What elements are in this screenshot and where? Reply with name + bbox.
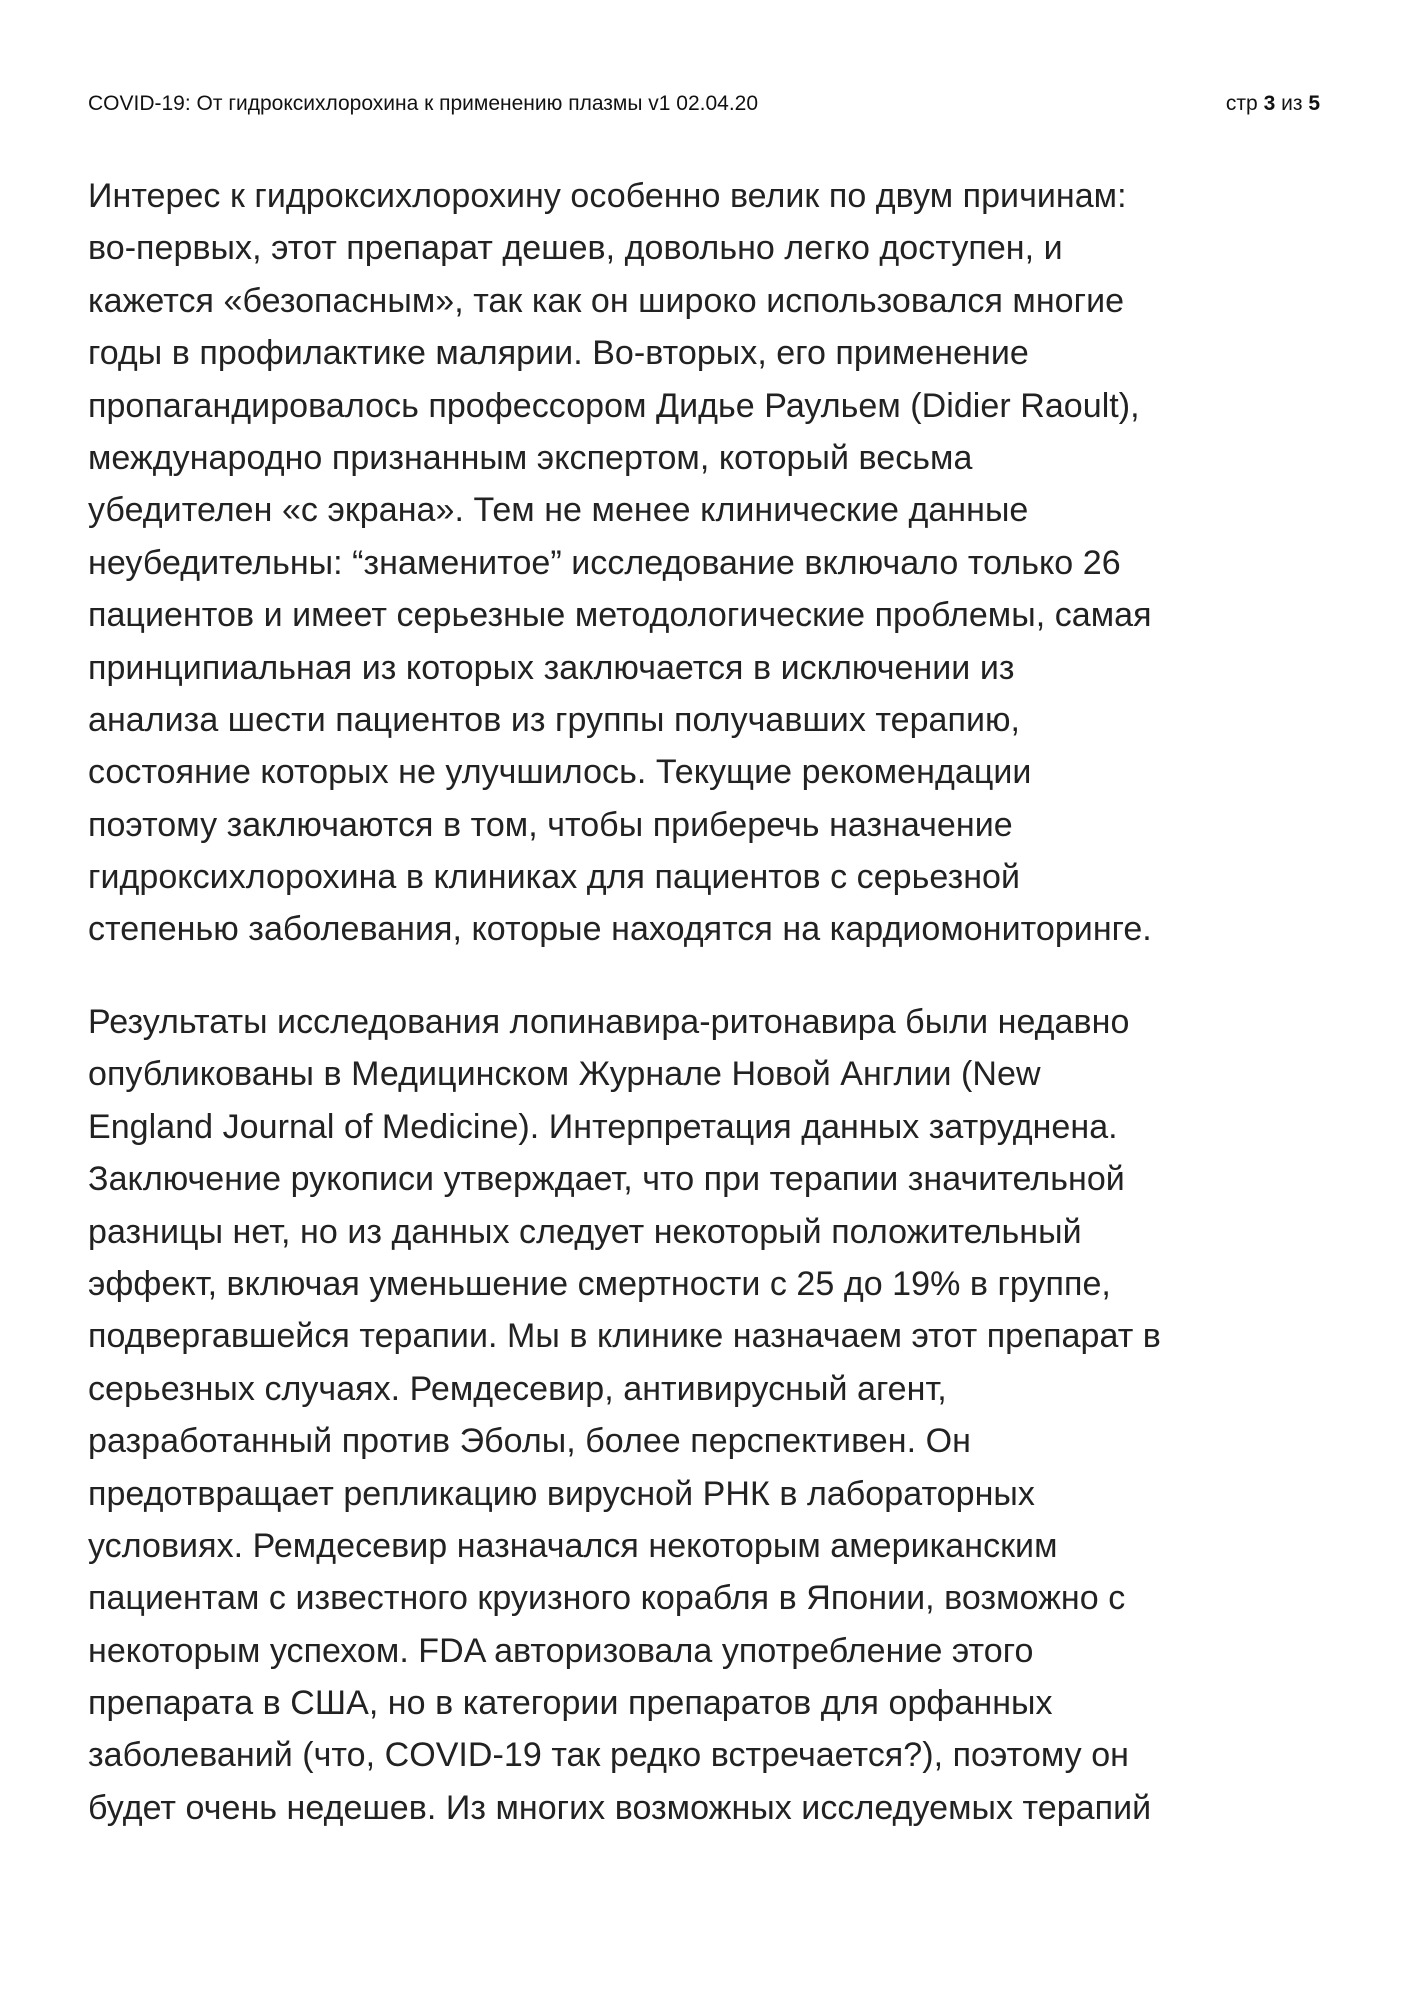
paragraph-lopinavir-remdesivir [88, 996, 1340, 1834]
text-line: во-первых, этот препарат дешев, довольно легко доступен, и [88, 229, 1063, 268]
text-line: пропагандировалось профессором Дидье Раульем (Didier Raoult), [88, 386, 1140, 425]
text-line: годы в профилактике малярии. Во-вторых, его применение [88, 334, 1029, 373]
page-current: 3 [1263, 92, 1276, 115]
text-line: серьезных случаях. Ремдесевир, антивирусный агент, [88, 1369, 947, 1408]
text-line: анализа шести пациентов из группы получавших терапию, [88, 700, 1021, 739]
text-line: Интерес к гидроксихлорохину особенно велик по двум причинам: [88, 177, 1127, 215]
page-prefix: стр [1225, 92, 1258, 115]
page-total: 5 [1308, 92, 1320, 115]
text-line: Заключение рукописи утверждает, что при терапии значительной [88, 1160, 1125, 1199]
text-line: степенью заболевания, которые находятся на кардиомониторинге. [88, 910, 1152, 949]
text-line: опубликованы в Медицинском Журнале Новой Англии (New [88, 1055, 1041, 1094]
text-line: заболеваний (что, COVID-19 так редко встречается?), поэтому он [88, 1736, 1129, 1775]
text-line: разницы нет, но из данных следует некоторый положительный [88, 1212, 1082, 1251]
text-line: пациентам с известного круизного корабля в Японии, возможно с [88, 1579, 1126, 1618]
page-header [88, 86, 1320, 122]
text-line: Результаты исследования лопинавира-ритонавира были недавно [88, 1003, 1130, 1041]
page-separator: из [1281, 92, 1303, 115]
text-line: условиях. Ремдесевир назначался некоторым американским [88, 1526, 1058, 1565]
text-line: предотвращает репликацию вирусной РНК в лабораторных [88, 1474, 1035, 1513]
text-line: пациентов и имеет серьезные методологические проблемы, самая [88, 596, 1152, 635]
text-line: международно признанным экспертом, который весьма [88, 438, 973, 477]
paragraph-hydroxychloroquine [88, 170, 1340, 956]
text-line: принципиальная из которых заключается в исключении из [88, 648, 1015, 687]
page-counter [1226, 86, 1320, 122]
text-line: некоторым успехом. FDA авторизовала употребление этого [88, 1631, 1034, 1670]
text-line: гидроксихлорохина в клиниках для пациентов с серьезной [88, 858, 1021, 897]
text-line: разработанный против Эболы, более перспективен. Он [88, 1422, 971, 1461]
text-line: неубедительны: “знаменитое” исследование включало только 26 [88, 543, 1121, 582]
text-line: подвергавшейся терапии. Мы в клинике назначаем этот препарат в [88, 1317, 1161, 1356]
header-title: COVID-19: От гидроксихлорохина к применению плазмы v1 02.04.20 [88, 92, 759, 115]
text-line: кажется «безопасным», так как он широко использовался многие [88, 281, 1125, 320]
text-line: будет очень недешев. Из многих возможных исследуемых терапий [88, 1788, 1152, 1827]
text-line: препарата в США, но в категории препаратов для орфанных [88, 1684, 1053, 1723]
text-line: эффект, включая уменьшение смертности с 25 до 19% в группе, [88, 1264, 1111, 1303]
text-line: убедителен «с экрана». Тем не менее клинические данные [88, 491, 1029, 530]
text-line: England Journal of Medicine). Интерпретация данных затруднена. [88, 1107, 1118, 1146]
text-line: поэтому заключаются в том, чтобы приберечь назначение [88, 805, 1013, 844]
text-line: состояние которых не улучшилось. Текущие рекомендации [88, 753, 1032, 792]
